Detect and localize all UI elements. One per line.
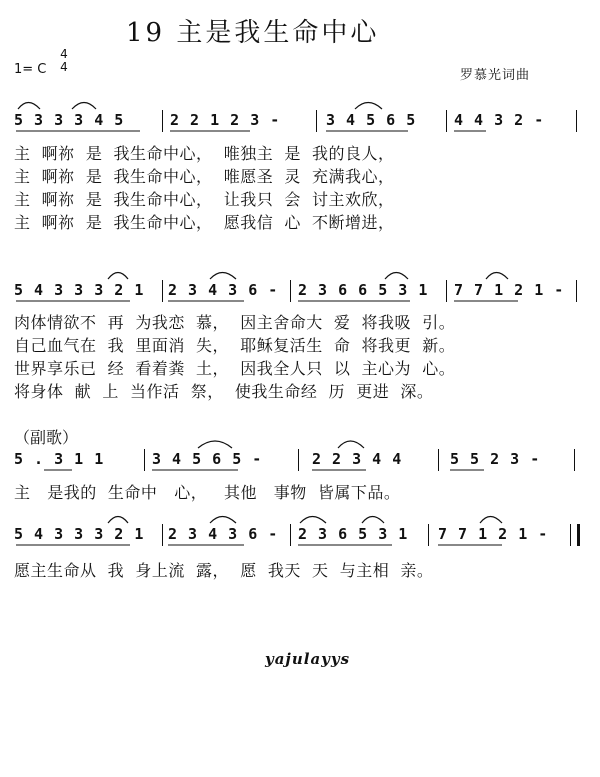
notation-line-4 — [14, 522, 584, 546]
time-signature-bottom: 4 — [60, 60, 68, 74]
notation-line-3 — [14, 447, 584, 471]
bar-line — [290, 280, 291, 302]
bar-line — [438, 449, 439, 471]
bar-line — [446, 280, 447, 302]
song-title: 19 主是我生命中心 — [126, 18, 380, 48]
time-signature — [58, 48, 70, 74]
lyric-line: 主 啊祢 是 我生命中心， 唯愿圣 灵 充满我心， — [14, 167, 395, 186]
bar-line — [446, 110, 447, 132]
bar-line — [576, 280, 577, 302]
credit: 罗慕光词曲 — [460, 68, 531, 83]
measure: 5 . 3 1 1 — [14, 450, 105, 468]
bar-line — [428, 524, 429, 546]
lyric-line: 愿主生命从 我 身上流 露， 愿 我天 天 与主相 亲。 — [14, 561, 434, 580]
measure: 2 3 6 6 5 3 1 — [298, 281, 429, 299]
bar-line — [574, 449, 575, 471]
bar-line — [162, 280, 163, 302]
measure: 5 5 2 3 - — [450, 450, 541, 468]
lyric-line: 主 是我的 生命中 心， 其他 事物 皆属下品。 — [14, 483, 401, 502]
bar-line — [570, 524, 571, 546]
measure: 7 7 1 2 1 - — [454, 281, 565, 299]
bar-line — [144, 449, 145, 471]
bar-line — [290, 524, 291, 546]
measure: 5 4 3 3 3 2 1 — [14, 281, 145, 299]
final-bar-line — [577, 524, 580, 546]
bar-line — [162, 524, 163, 546]
measure: 2 3 4 3 6 - — [168, 525, 279, 543]
measure: 7 7 1 2 1 - — [438, 525, 549, 543]
time-signature-top: 4 — [60, 47, 68, 61]
bar-line — [576, 110, 577, 132]
lyric-line: 主 啊祢 是 我生命中心， 唯独主 是 我的良人， — [14, 144, 395, 163]
measure: 5 3 3 3 4 5 — [14, 111, 125, 129]
lyric-line: 世界享乐已 经 看着粪 土， 因我全人只 以 主心为 心。 — [14, 359, 456, 378]
chorus-label: （副歌） — [14, 428, 79, 447]
measure: 2 3 6 5 3 1 — [298, 525, 409, 543]
lyric-line: 肉体情欲不 再 为我恋 慕， 因主舍命大 爱 将我吸 引。 — [14, 313, 456, 332]
bar-line — [316, 110, 317, 132]
measure: 4 4 3 2 - — [454, 111, 545, 129]
notation-line-2 — [14, 278, 584, 302]
lyric-line: 自己血气在 我 里面消 失， 耶稣复活生 命 将我更 新。 — [14, 336, 456, 355]
key-signature: 1= C — [14, 62, 47, 77]
bar-line — [162, 110, 163, 132]
lyric-line: 主 啊祢 是 我生命中心， 让我只 会 讨主欢欣， — [14, 190, 395, 209]
measure: 5 4 3 3 3 2 1 — [14, 525, 145, 543]
signature: yajulayys — [265, 650, 351, 668]
lyric-line: 主 啊祢 是 我生命中心， 愿我信 心 不断增进， — [14, 213, 395, 232]
measure: 2 2 3 4 4 — [312, 450, 403, 468]
measure: 3 4 5 6 5 — [326, 111, 417, 129]
bar-line — [298, 449, 299, 471]
notation-line-1 — [14, 108, 584, 132]
lyric-line: 将身体 献 上 当作活 祭， 使我生命经 历 更进 深。 — [14, 382, 434, 401]
measure: 3 4 5 6 5 - — [152, 450, 263, 468]
measure: 2 3 4 3 6 - — [168, 281, 279, 299]
measure: 2 2 1 2 3 - — [170, 111, 281, 129]
